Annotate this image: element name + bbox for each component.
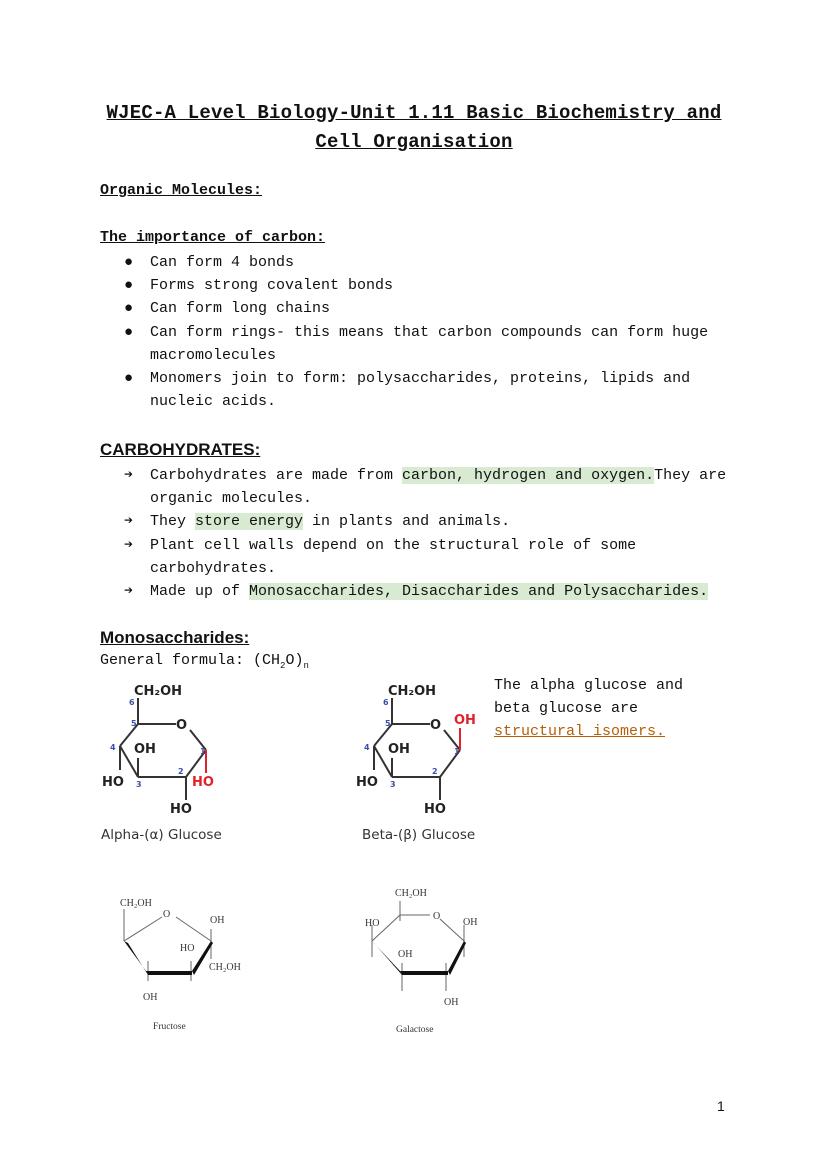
ho-left-label: HO	[356, 775, 378, 790]
galactose-diagram	[362, 885, 502, 1037]
carbon-number: 6	[383, 698, 389, 707]
carbon-number: 6	[129, 698, 135, 707]
oh-red-label: OH	[454, 713, 476, 728]
ch2oh-label: CH₂OH	[395, 888, 427, 899]
oh-right-label: OH	[463, 917, 478, 928]
carbon-number: 5	[385, 719, 391, 728]
alpha-glucose-diagram	[96, 678, 236, 848]
carbon-heading: The importance of carbon:	[100, 229, 326, 246]
list-item: ● Can form 4 bonds	[100, 251, 740, 274]
oh-bottom-label: OH	[143, 992, 158, 1003]
highlight: Monosaccharides, Disaccharides and Polysaccharides.	[249, 583, 709, 601]
oh-right-label: OH	[210, 915, 225, 926]
document-title	[60, 99, 768, 157]
highlight: store energy	[195, 513, 304, 531]
bullet-icon: ●	[124, 370, 134, 388]
ch2oh-label: CH₂OH	[388, 684, 437, 699]
ho-bottom-label: HO	[424, 802, 446, 817]
ring-oxygen-label: O	[433, 911, 441, 922]
structural-isomers-link[interactable]: structural isomers.	[494, 723, 666, 741]
ho-left-label: HO	[102, 775, 124, 790]
arrow-right-icon: ➔	[124, 513, 134, 531]
ch2oh-top-label: CH₂OH	[120, 898, 152, 909]
bullet-icon: ●	[124, 300, 134, 318]
arrow-right-icon: ➔	[124, 536, 134, 554]
list-item: ➔ Made up of Monosaccharides, Disaccharides and Polysaccharides.	[100, 580, 740, 603]
list-item: ● Forms strong covalent bonds	[100, 274, 740, 297]
alpha-glucose-caption: Alpha-(α) Glucose	[101, 827, 222, 843]
ch2oh-right-label: CH₂OH	[209, 962, 241, 973]
oh-label: OH	[134, 742, 156, 757]
list-item: ● Monomers join to form: polysaccharides, proteins, lipids and nucleic acids.	[100, 367, 740, 413]
general-formula: General formula: $(CH_2O)_n$	[100, 652, 309, 671]
list-item: ● Can form long chains	[100, 297, 740, 320]
oh-label: OH	[388, 742, 410, 757]
carbohydrates-list	[100, 464, 740, 603]
organic-molecules-heading: Organic Molecules:	[100, 182, 263, 199]
ring-oxygen-label: O	[430, 718, 442, 733]
carbohydrates-heading: CARBOHYDRATES:	[100, 440, 261, 459]
ring-oxygen-label: O	[163, 909, 171, 920]
bullet-icon: ●	[124, 277, 134, 295]
arrow-right-icon: ➔	[124, 467, 134, 484]
carbon-number: 3	[390, 780, 396, 789]
list-item: ➔ They store energy in plants and animals.	[100, 510, 740, 533]
carbon-number: 4	[110, 743, 116, 752]
list-item: ➔ Carbohydrates are made from carbon, hydrogen and oxygen.They are organic molecules.	[100, 464, 740, 510]
fructose-caption: Fructose	[153, 1022, 186, 1032]
title-line-1: WJEC-A Level Biology-Unit 1.11 Basic Biochemistry and	[106, 102, 722, 124]
beta-glucose-caption: Beta-(β) Glucose	[362, 827, 476, 843]
highlight: carbon, hydrogen and oxygen.	[402, 467, 655, 484]
ch2oh-label: CH₂OH	[134, 684, 183, 699]
bullet-icon: ●	[124, 254, 134, 271]
beta-glucose-diagram	[350, 678, 490, 848]
bullet-icon: ●	[124, 323, 134, 341]
ho-red-label: HO	[192, 775, 214, 790]
page-number: 1	[717, 1098, 725, 1114]
galactose-caption: Galactose	[396, 1025, 434, 1035]
arrow-right-icon: ➔	[124, 583, 134, 601]
carbon-number: 4	[364, 743, 370, 752]
ho-bottom-label: HO	[170, 802, 192, 817]
carbon-list	[100, 251, 740, 413]
list-item: ➔ Plant cell walls depend on the structural role of some carbohydrates.	[100, 534, 740, 580]
oh-mid-label: OH	[398, 949, 413, 960]
ring-oxygen-label: O	[176, 718, 188, 733]
monosaccharides-heading: Monosaccharides:	[100, 628, 250, 647]
title-line-2: Cell Organisation	[315, 131, 513, 153]
ho-label: HO	[180, 943, 195, 954]
carbon-number: 1	[454, 747, 460, 756]
carbon-number: 3	[136, 780, 142, 789]
oh-bottom-label: OH	[444, 997, 459, 1008]
carbon-number: 2	[432, 767, 438, 776]
carbon-number: 1	[200, 747, 206, 756]
ho-label: HO	[365, 918, 380, 929]
carbon-number: 5	[131, 719, 137, 728]
list-item: ● Can form rings- this means that carbon compounds can form huge macromolecules	[100, 321, 740, 367]
isomers-note: The alpha glucose and beta glucose are structural isomers.	[494, 677, 684, 741]
carbon-number: 2	[178, 767, 184, 776]
fructose-diagram	[110, 893, 260, 1038]
